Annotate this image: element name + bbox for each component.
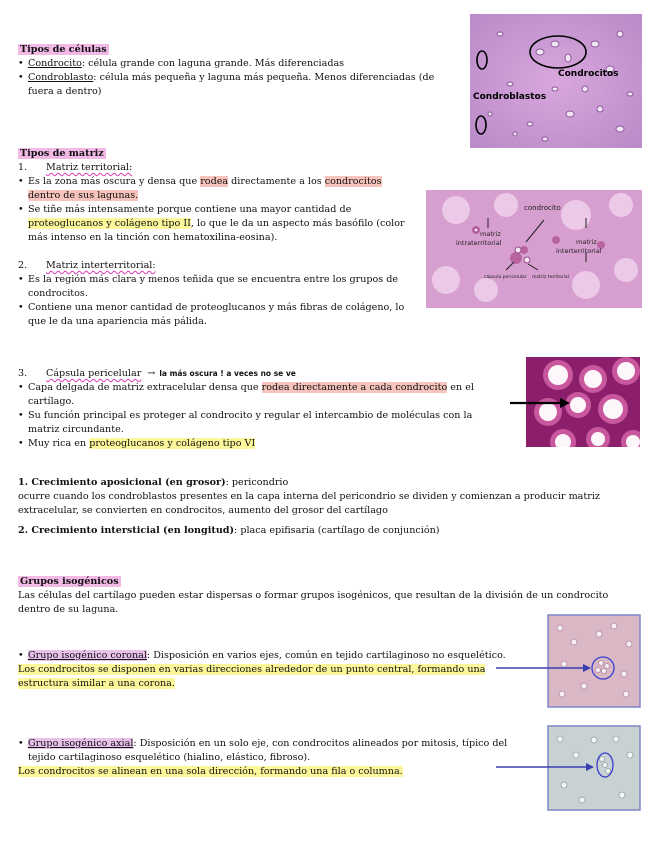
- bullet: •: [18, 58, 24, 69]
- term-condrocito: Condrocito: [28, 58, 82, 69]
- hl-axial: Los condrocitos se alinean en una sola dirección, formando una fila o columna.: [18, 766, 403, 777]
- hl-coronal-1: Los condrocitos se disponen en varias direcciones alrededor de un punto central, formando una: [18, 664, 486, 675]
- hl-rodea-condrocito: rodea directamente a cada condrocito: [261, 382, 448, 393]
- label-condrocitos: Condrocitos: [558, 69, 619, 79]
- title-matriz-interterritorial: Matriz interterritorial:: [46, 260, 156, 271]
- title-crecimiento-aposicional: 1. Crecimiento aposicional (en grosor): [18, 477, 226, 488]
- bullet: •: [18, 204, 24, 215]
- hl-condrocitos: condrocitos: [324, 176, 382, 187]
- text-condroblasto: : célula más pequeña y laguna más pequeña. Menos diferenciadas (de: [93, 72, 435, 83]
- text: más intenso en la tinción con hematoxilina-eosina).: [28, 232, 278, 243]
- histology-image-axial: [494, 725, 642, 811]
- text: Es la zona más oscura y densa que: [28, 176, 201, 187]
- term-condroblasto: Condroblasto: [28, 72, 94, 83]
- text: : Disposición en varios ejes, común en tejido cartilaginoso no esquelético.: [146, 650, 506, 661]
- text: dentro de su laguna.: [18, 604, 119, 615]
- section-tipos-celulas: [18, 43, 434, 99]
- hl-lagunas: dentro de sus lagunas.: [28, 190, 139, 201]
- text-condroblasto-cont: fuera a dentro): [28, 86, 102, 97]
- heading-tipos-celulas: Tipos de células: [20, 44, 107, 55]
- histology-image-coronal: [494, 614, 642, 708]
- hl-coronal-2: estructura similar a una corona.: [18, 678, 175, 689]
- num-1: 1.: [18, 162, 28, 173]
- item-grupo-coronal: [18, 649, 506, 691]
- label-condrocito: condrocito: [524, 204, 561, 212]
- text-condrocito: : célula grande con laguna grande. Más diferenciadas: [81, 58, 345, 69]
- section-tipos-matriz: [18, 147, 405, 329]
- text: : Disposición en un solo eje, con condrocitos alineados por mitosis, típico del: [133, 738, 508, 749]
- bullet: •: [18, 382, 24, 393]
- label-condroblastos: Condroblastos: [473, 92, 547, 102]
- histology-image-celulas: [470, 14, 642, 148]
- text: Muy rica en: [28, 438, 90, 449]
- title-crecimiento-intersticial: 2. Crecimiento intersticial (en longitud): [18, 525, 235, 536]
- text: que le da una apariencia más pálida.: [28, 316, 207, 327]
- text: cartílago.: [28, 396, 75, 407]
- text: directamente a los: [228, 176, 325, 187]
- term-coronal: Grupo isogénico coronal: [28, 650, 147, 661]
- section-grupos: [18, 575, 608, 617]
- text: Contiene una menor cantidad de proteoglucanos y más fibras de colágeno, lo: [28, 302, 405, 313]
- handwritten-note: la más oscura ! a veces no se ve: [159, 369, 296, 378]
- num-2: 2.: [18, 260, 28, 271]
- hl-proteoglucanos-ii: proteoglucanos y colágeno tipo II: [28, 218, 191, 229]
- section-capsula: [18, 367, 474, 451]
- label-matriz-territorial: matriz territorial: [532, 275, 569, 280]
- text: Su función principal es proteger al condrocito y regular el intercambio de moléculas con la: [28, 410, 473, 421]
- text: en el: [447, 382, 474, 393]
- bullet: •: [18, 438, 24, 449]
- bullet: •: [18, 738, 24, 749]
- text: Las células del cartílago pueden estar dispersas o formar grupos isogénicos, que resultan de la división de un condrocito: [18, 590, 609, 601]
- num-3: 3.: [18, 368, 28, 379]
- section-crecimiento: [18, 476, 600, 538]
- heading-grupos: Grupos isogénicos: [20, 576, 119, 587]
- text: ocurre cuando los condroblastos presentes en la capa interna del pericondrio se dividen y comienzan a producir matriz: [18, 491, 600, 502]
- bullet: •: [18, 176, 24, 187]
- text: extracelular, se convierten en condrocitos, aumento del grosor del cartílago: [18, 505, 388, 516]
- histology-image-matriz: [426, 190, 642, 308]
- text: : placa epifisaria (cartílago de conjunción): [234, 525, 440, 536]
- title-capsula: Cápsula pericelular: [46, 368, 142, 379]
- hl-rodea: rodea: [200, 176, 229, 187]
- text: matriz circundante.: [28, 424, 124, 435]
- text: Se tiñe más intensamente porque contiene una mayor cantidad de: [28, 204, 352, 215]
- bullet: •: [18, 650, 24, 661]
- term-axial: Grupo isogénico axial: [28, 738, 134, 749]
- item-grupo-axial: [18, 737, 507, 779]
- bullet: •: [18, 410, 24, 421]
- text: : pericondrio: [225, 477, 289, 488]
- title-matriz-territorial: Matriz territorial:: [46, 162, 133, 173]
- histology-image-capsula: [508, 357, 640, 447]
- heading-tipos-matriz: Tipos de matriz: [20, 148, 104, 159]
- bullet: •: [18, 274, 24, 285]
- hl-proteoglucanos-vi: proteoglucanos y colágeno tipo VI: [89, 438, 256, 449]
- text: condrocitos.: [28, 288, 88, 299]
- bullet: •: [18, 302, 24, 313]
- text: Es la región más clara y menos teñida que se encuentra entre los grupos de: [28, 274, 399, 285]
- label-interterritorial: interterritorial: [556, 247, 602, 255]
- text: , lo que le da un aspecto más basófilo (color: [190, 218, 405, 229]
- arrow-icon: →: [147, 368, 156, 379]
- label-matriz-intra: matriz: [480, 230, 501, 238]
- label-matriz-inter: matriz: [576, 238, 597, 246]
- label-intraterritorial: intraterritorial: [456, 239, 502, 247]
- text: Capa delgada de matriz extracelular densa que: [28, 382, 262, 393]
- bullet: •: [18, 72, 24, 83]
- label-capsula: cápsula pericelular: [484, 275, 527, 280]
- text: tejido cartilaginoso esquelético (hialino, elástico, fibroso).: [28, 752, 311, 763]
